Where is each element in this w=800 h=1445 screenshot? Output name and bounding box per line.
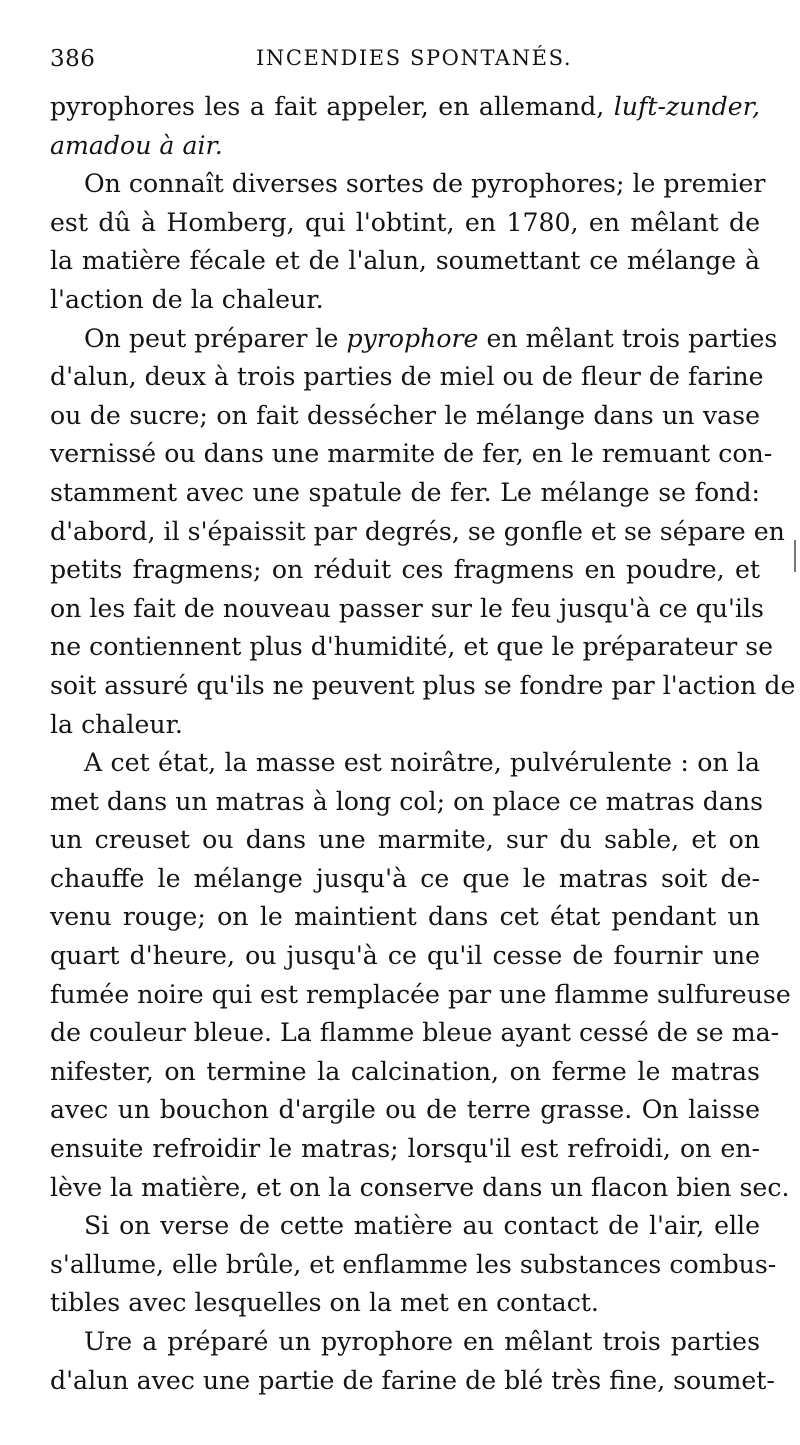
text-line [50,1323,760,1362]
page-number: 386 [50,46,96,72]
text-run: d'alun, deux à trois parties de miel ou de fleur de farine [50,362,764,392]
text-line [50,88,760,127]
text-run: ou de sucre; on fait dessécher le mélange dans un vase [50,400,760,430]
body-text [50,88,796,1400]
text-line [50,783,764,822]
text-run: Si on verse de cette matière au contact de l'air, elle [84,1211,760,1241]
text-line [50,706,760,745]
text-line [50,320,778,359]
text-line [50,628,774,667]
paragraph [50,1323,775,1400]
paragraph [50,744,791,1207]
paragraph [50,165,766,319]
text-run: la matière fécale et de l'alun, soumettant ce mélange à [50,246,760,276]
text-line [50,513,785,552]
text-run: un creuset ou dans une marmite, sur du sable, et on [50,825,760,855]
text-line [50,821,760,860]
text-run: nifester, on termine la calcination, on ferme le matras [50,1056,760,1086]
paragraph [50,88,760,165]
text-run: fumée noire qui est remplacée par une flamme sulfureuse [50,979,791,1009]
text-line [50,976,791,1015]
text-run: ne contiennent plus d'humidité, et que le préparateur se [50,632,774,662]
text-line [50,281,760,320]
text-line [50,242,760,281]
text-line [50,937,760,976]
text-line [50,898,760,937]
text-line [50,1091,760,1130]
paragraph [50,320,796,745]
text-line [50,744,760,783]
text-run: d'abord, il s'épaissit par degrés, se gonfle et se sépare en [50,516,785,546]
text-line [50,1014,780,1053]
text-line [50,358,764,397]
text-line [50,474,760,513]
text-line [50,1207,760,1246]
text-run: on les fait de nouveau passer sur le feu jusqu'à ce qu'ils [50,593,764,623]
text-run: en mêlant trois parties [478,323,778,353]
text-line [50,1246,777,1285]
text-run: lève la matière, et on la conserve dans un flacon bien sec. [50,1172,790,1202]
text-run: la chaleur. [50,709,183,739]
text-line [50,165,766,204]
text-line [50,1362,775,1401]
italic-text-run: pyrophore [346,323,479,353]
text-run: vernissé ou dans une marmite de fer, en le remuant con- [50,439,773,469]
text-line [50,551,760,590]
text-run: ensuite refroidir le matras; lorsqu'il est refroidi, on en- [50,1134,760,1164]
text-run: A cet état, la masse est noirâtre, pulvérulente : on la [84,748,760,778]
text-run: met dans un matras à long col; on place ce matras dans [50,786,764,816]
text-run: s'allume, elle brûle, et enflamme les substances combus- [50,1249,777,1279]
text-line [50,590,764,629]
text-run: On connaît diverses sortes de pyrophores; le premier [84,169,766,199]
text-run: d'alun avec une partie de farine de blé très fine, soumet- [50,1365,775,1395]
text-run: stamment avec une spatule de fer. Le mélange se fond: [50,477,760,507]
italic-text-run: amadou à air. [50,130,223,160]
page-edge-mark [794,540,796,572]
text-line [50,1284,760,1323]
text-run: de couleur bleue. La flamme bleue ayant cessé de se ma- [50,1018,780,1048]
text-run: tibles avec lesquelles on la met en contact. [50,1288,599,1318]
italic-text-run: luft-zunder, [613,92,760,121]
text-run: Ure a préparé un pyrophore en mêlant trois parties [84,1327,760,1356]
text-line [50,435,773,474]
text-run: est dû à Homberg, qui l'obtint, en 1780, en mêlant de [50,207,760,237]
text-run: chauffe le mélange jusqu'à ce que le matras soit de- [50,863,760,893]
text-run: avec un bouchon d'argile ou de terre grasse. On laisse [50,1095,760,1125]
text-line [50,860,760,899]
text-line [50,127,760,166]
text-run: soit assuré qu'ils ne peuvent plus se fondre par l'action de [50,670,796,700]
text-line [50,1169,790,1208]
text-line [50,1053,760,1092]
text-run: pyrophores les a fait appeler, en allemand, [50,92,614,121]
text-run: petits fragmens; on réduit ces fragmens en poudre, et [50,555,760,585]
text-line [50,1130,760,1169]
text-run: l'action de la chaleur. [50,284,324,314]
paragraph [50,1207,777,1323]
text-line [50,204,760,243]
text-line [50,667,796,706]
running-title: INCENDIES SPONTANÉS. [256,46,573,70]
running-head [50,42,760,88]
text-line [50,397,760,436]
text-run: On peut préparer le [84,323,347,353]
text-run: quart d'heure, ou jusqu'à ce qu'il cesse de fournir une [50,941,760,971]
text-run: venu rouge; on le maintient dans cet état pendant un [50,902,760,932]
